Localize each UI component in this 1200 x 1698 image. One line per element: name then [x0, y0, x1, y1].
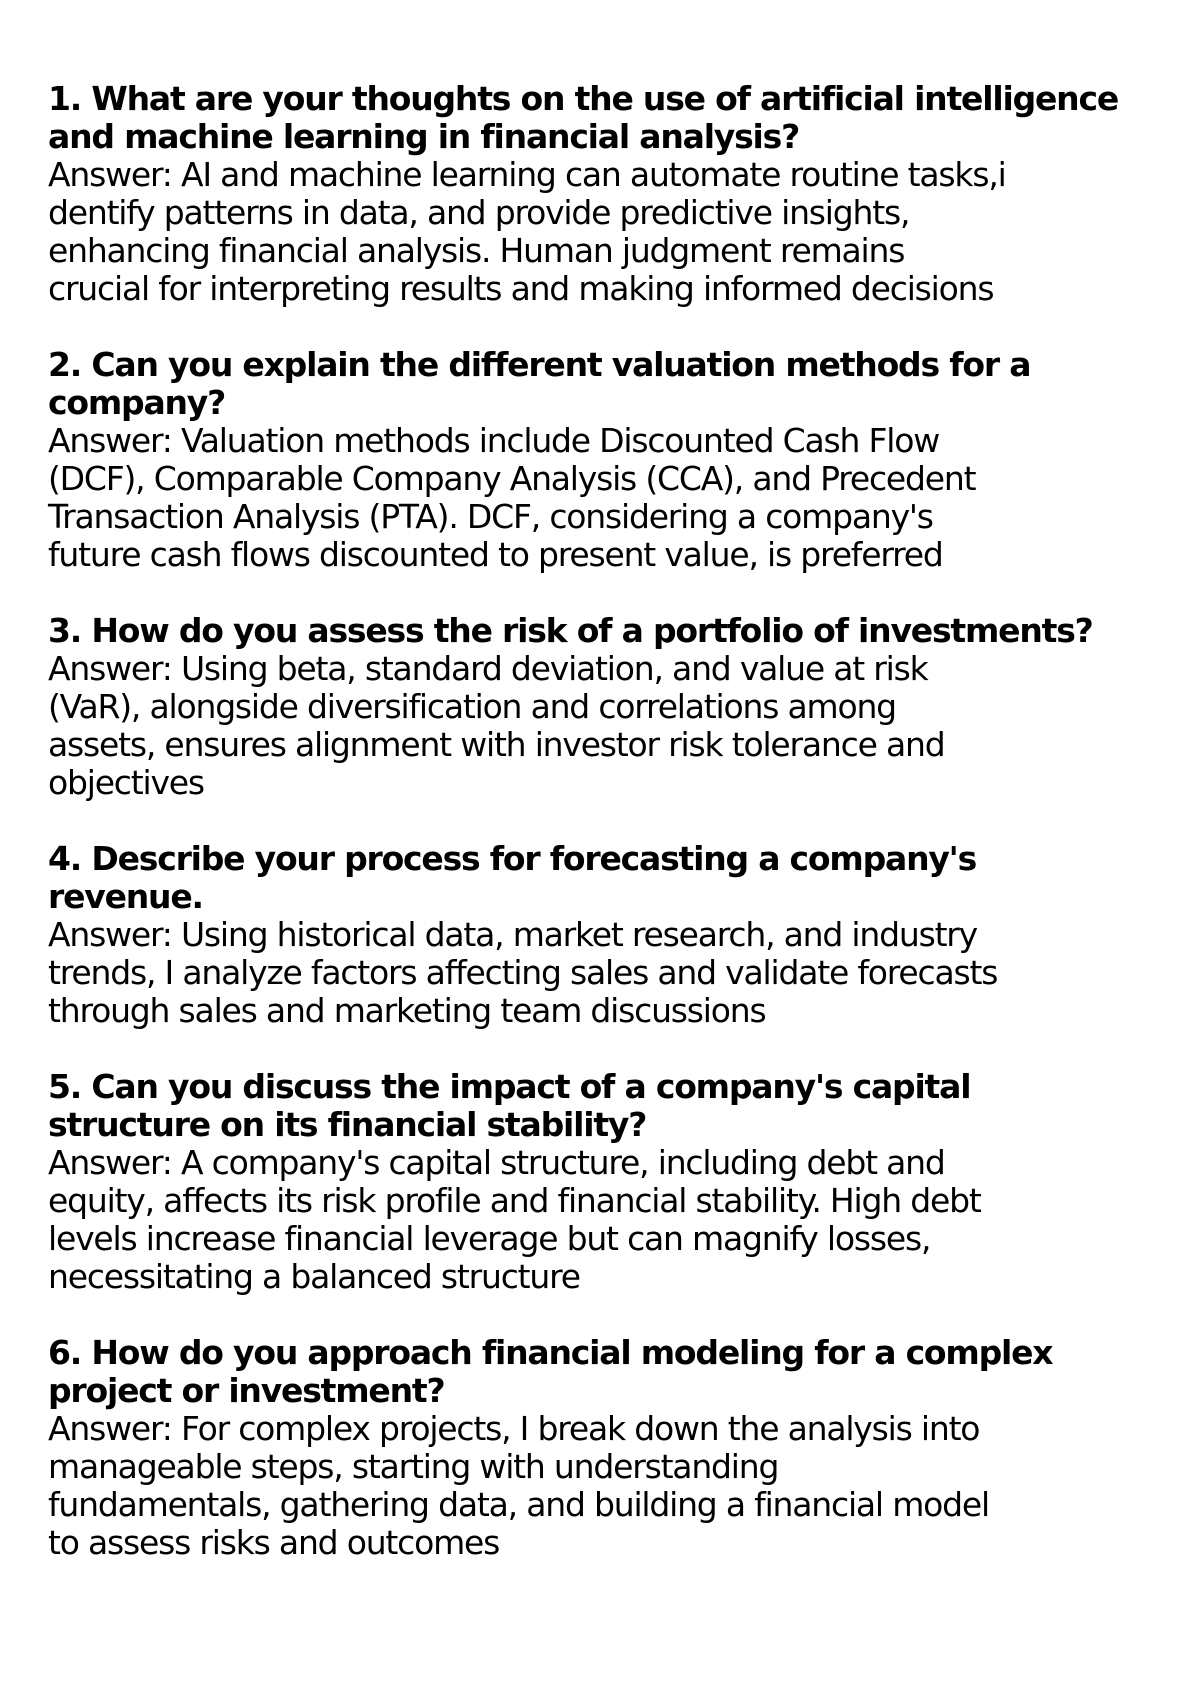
question-line: 6. How do you approach financial modeling for a complex	[48, 1333, 1053, 1372]
question-heading	[48, 80, 1168, 156]
question-heading	[48, 840, 1168, 916]
qa-item	[48, 612, 1168, 802]
answer-line: objectives	[48, 763, 204, 802]
question-line: 1. What are your thoughts on the use of artificial intelligence	[48, 79, 1119, 118]
qa-item	[48, 1334, 1168, 1562]
question-line: project or investment?	[48, 1371, 445, 1410]
answer-line: Answer: For complex projects, I break down the analysis into	[48, 1409, 980, 1448]
answer-line: Answer: AI and machine learning can automate routine tasks,i	[48, 155, 1006, 194]
question-line: 5. Can you discuss the impact of a company's capital	[48, 1067, 971, 1106]
answer-text	[48, 1144, 1168, 1296]
answer-text	[48, 422, 1168, 574]
answer-line: Answer: Using historical data, market research, and industry	[48, 915, 978, 954]
answer-line: enhancing financial analysis. Human judgment remains	[48, 231, 905, 270]
answer-line: assets, ensures alignment with investor risk tolerance and	[48, 725, 945, 764]
answer-line: Answer: Valuation methods include Discounted Cash Flow	[48, 421, 939, 460]
question-line: 3. How do you assess the risk of a portfolio of investments?	[48, 611, 1093, 650]
answer-line: future cash flows discounted to present value, is preferred	[48, 535, 943, 574]
answer-line: equity, affects its risk profile and financial stability. High debt	[48, 1181, 981, 1220]
answer-line: manageable steps, starting with understanding	[48, 1447, 779, 1486]
answer-text	[48, 1410, 1168, 1562]
qa-item	[48, 840, 1168, 1030]
answer-line: (VaR), alongside diversification and correlations among	[48, 687, 896, 726]
question-line: and machine learning in financial analysis?	[48, 117, 800, 156]
answer-line: Transaction Analysis (PTA). DCF, considering a company's	[48, 497, 933, 536]
answer-text	[48, 156, 1168, 308]
question-line: 4. Describe your process for forecasting a company's	[48, 839, 977, 878]
question-line: 2. Can you explain the different valuation methods for a	[48, 345, 1031, 384]
answer-line: through sales and marketing team discussions	[48, 991, 766, 1030]
question-line: structure on its financial stability?	[48, 1105, 647, 1144]
question-heading	[48, 1334, 1168, 1410]
answer-line: necessitating a balanced structure	[48, 1257, 580, 1296]
answer-text	[48, 916, 1168, 1030]
question-line: revenue.	[48, 877, 203, 916]
answer-line: crucial for interpreting results and making informed decisions	[48, 269, 994, 308]
question-line: company?	[48, 383, 226, 422]
answer-line: to assess risks and outcomes	[48, 1523, 500, 1562]
answer-line: Answer: Using beta, standard deviation, and value at risk	[48, 649, 928, 688]
qa-list	[48, 80, 1168, 1562]
question-heading	[48, 346, 1168, 422]
answer-line: Answer: A company's capital structure, including debt and	[48, 1143, 945, 1182]
question-heading	[48, 1068, 1168, 1144]
question-heading	[48, 612, 1168, 650]
qa-item	[48, 346, 1168, 574]
answer-line: levels increase financial leverage but can magnify losses,	[48, 1219, 931, 1258]
answer-text	[48, 650, 1168, 802]
qa-item	[48, 1068, 1168, 1296]
answer-line: (DCF), Comparable Company Analysis (CCA), and Precedent	[48, 459, 976, 498]
qa-item	[48, 80, 1168, 308]
answer-line: fundamentals, gathering data, and building a financial model	[48, 1485, 989, 1524]
answer-line: dentify patterns in data, and provide predictive insights,	[48, 193, 910, 232]
answer-line: trends, I analyze factors affecting sales and validate forecasts	[48, 953, 998, 992]
document-page	[48, 80, 1168, 1600]
